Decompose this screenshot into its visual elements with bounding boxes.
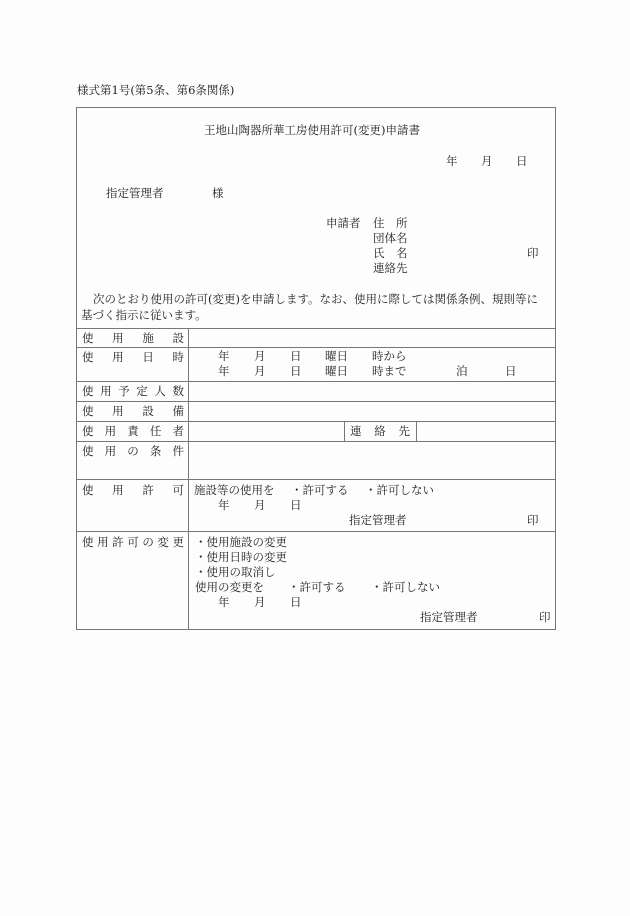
end-day[interactable]: 日 (290, 364, 302, 378)
end-month[interactable]: 月 (254, 364, 266, 378)
change-grant-option[interactable]: ・許可する (288, 580, 346, 594)
applicant-name[interactable]: 氏 名 (373, 246, 408, 260)
contact-field[interactable] (418, 422, 554, 440)
start-year[interactable]: 年 (218, 349, 230, 363)
start-month[interactable]: 月 (254, 349, 266, 363)
end-year[interactable]: 年 (218, 364, 230, 378)
permission-day[interactable]: 日 (290, 498, 302, 512)
form-number: 様式第1号(第5条、第6条関係) (77, 83, 235, 97)
change-deny-option[interactable]: ・許可しない (371, 580, 440, 594)
start-time[interactable]: 時から (372, 349, 407, 363)
equipment-field[interactable] (190, 402, 554, 420)
applicant-group[interactable]: 団体名 (373, 231, 408, 245)
change-facility-option[interactable]: ・使用施設の変更 (195, 535, 287, 549)
permission-grant-option[interactable]: ・許可する (291, 483, 349, 497)
form-title: 王地山陶器所華工房使用許可(変更)申請書 (204, 123, 420, 137)
label-contact: 連 絡 先 (350, 424, 410, 438)
addressee-label: 指定管理者 (106, 186, 164, 200)
permission-seal: 印 (527, 513, 539, 527)
start-weekday[interactable]: 曜日 (325, 349, 348, 363)
permission-year[interactable]: 年 (218, 498, 230, 512)
statement-line-1: 次のとおり使用の許可(変更)を申請します。なお、使用に際しては関係条例、規則等に (93, 292, 539, 306)
nights[interactable]: 泊 (456, 364, 468, 378)
end-time[interactable]: 時まで (372, 364, 407, 378)
applicant-label: 申請者 (326, 216, 361, 230)
change-text: 使用の変更を (195, 580, 264, 594)
divider (416, 421, 417, 441)
label-permission: 使 用 許 可 (82, 483, 184, 497)
label-headcount: 使 用 予 定 人 数 (82, 384, 184, 398)
statement-line-2: 基づく指示に従います。 (81, 308, 207, 322)
days[interactable]: 日 (505, 364, 517, 378)
date-year[interactable]: 年 (446, 154, 458, 168)
change-day[interactable]: 日 (290, 595, 302, 609)
divider (344, 421, 345, 441)
change-manager: 指定管理者 (420, 610, 478, 624)
end-weekday[interactable]: 曜日 (325, 364, 348, 378)
conditions-field[interactable] (190, 442, 554, 478)
label-equipment: 使 用 設 備 (82, 404, 184, 418)
applicant-address[interactable]: 住 所 (373, 216, 408, 230)
divider (76, 531, 556, 532)
label-datetime: 使 用 日 時 (82, 350, 184, 364)
change-seal: 印 (539, 610, 551, 624)
addressee-honorific: 様 (212, 186, 224, 200)
change-datetime-option[interactable]: ・使用日時の変更 (195, 550, 287, 564)
permission-text: 施設等の使用を (194, 483, 275, 497)
start-day[interactable]: 日 (290, 349, 302, 363)
permission-month[interactable]: 月 (254, 498, 266, 512)
label-facility: 使 用 施 設 (82, 331, 184, 345)
applicant-contact[interactable]: 連絡先 (373, 261, 408, 275)
divider (76, 347, 556, 348)
divider (76, 479, 556, 480)
permission-manager: 指定管理者 (349, 513, 407, 527)
applicant-seal: 印 (527, 246, 539, 260)
label-conditions: 使 用 の 条 件 (82, 444, 184, 458)
facility-field[interactable] (190, 329, 554, 346)
headcount-field[interactable] (190, 382, 554, 400)
permission-deny-option[interactable]: ・許可しない (365, 483, 434, 497)
date-day[interactable]: 日 (516, 154, 528, 168)
label-responsible-person: 使 用 責 任 者 (82, 424, 184, 438)
date-month[interactable]: 月 (481, 154, 493, 168)
responsible-person-field[interactable] (190, 422, 343, 440)
divider (188, 328, 189, 630)
change-month[interactable]: 月 (254, 595, 266, 609)
label-permission-change: 使 用 許 可 の 変 更 (82, 535, 184, 549)
cancel-use-option[interactable]: ・使用の取消し (195, 565, 276, 579)
change-year[interactable]: 年 (218, 595, 230, 609)
